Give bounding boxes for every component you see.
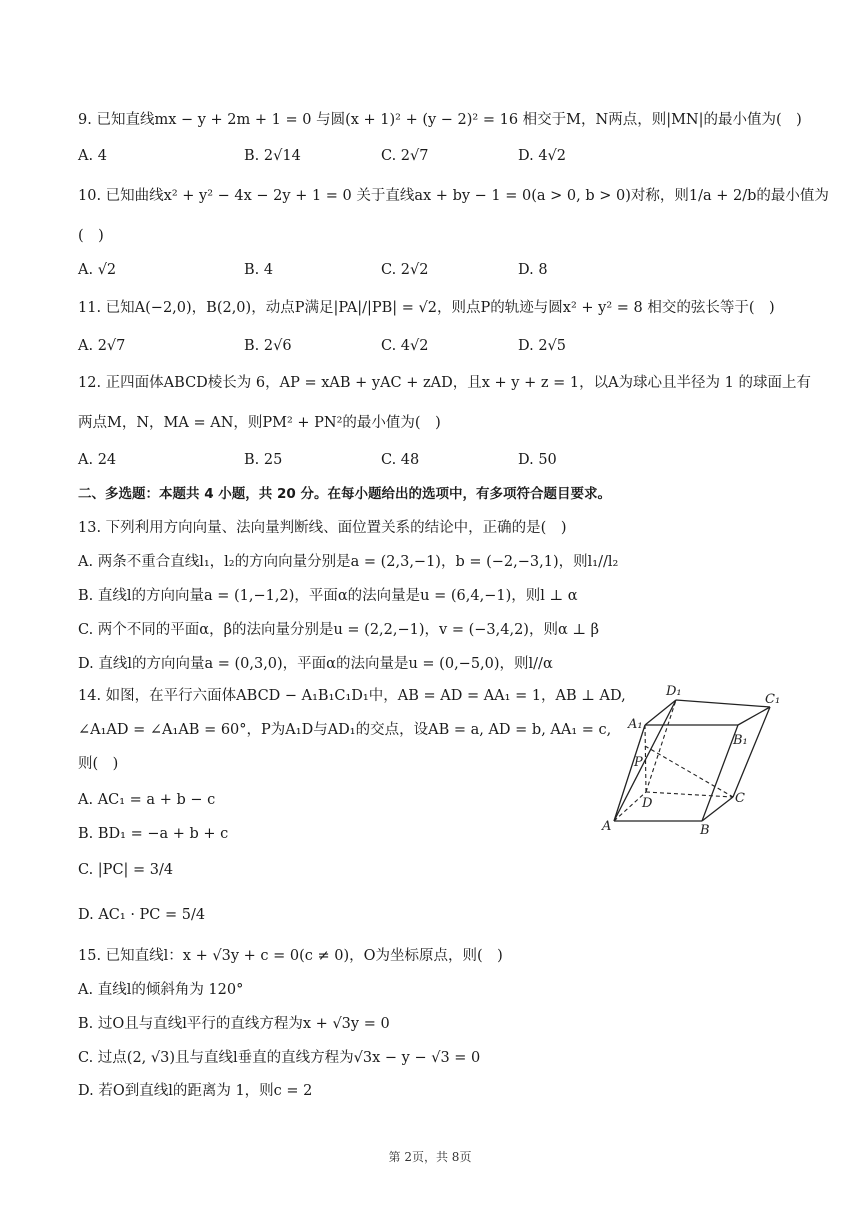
q14-option-c: C. |PC| = 3/4	[78, 862, 174, 878]
q9-option-b: B. 2√14	[244, 148, 301, 164]
figure-label-p: P	[634, 755, 643, 770]
figure-label-d: D	[642, 796, 653, 811]
q10-option-a: A. √2	[78, 262, 117, 278]
q15-stem: 15. 已知直线l：x + √3y + c = 0(c ≠ 0)，O为坐标原点，则( )	[78, 948, 503, 964]
figure-label-b1: B₁	[733, 733, 748, 748]
figure-label-c: C	[735, 791, 745, 806]
q12-option-b: B. 25	[244, 452, 283, 468]
q9-options	[78, 146, 778, 166]
section-heading: 二、多选题：本题共 4 小题，共 20 分。在每小题给出的选项中，有多项符合题目要求。	[78, 486, 611, 502]
q12-options	[78, 450, 778, 470]
q11-stem: 11. 已知A(−2,0)，B(2,0)，动点P满足|PA|/|PB| = √2，则点P的轨迹与圆x² + y² = 8 相交的弦长等于( )	[78, 300, 775, 316]
q9-option-d: D. 4√2	[518, 148, 567, 164]
q13-option-c: C. 两个不同的平面α，β的法向量分别是u = (2,2,−1)，v = (−3,4,2)，则α ⊥ β	[78, 622, 599, 638]
q12-option-a: A. 24	[78, 452, 117, 468]
q14-stem: 14. 如图，在平行六面体ABCD − A₁B₁C₁D₁中，AB = AD = AA₁ = 1，AB ⊥ AD,	[78, 688, 626, 704]
parallelepiped-figure	[598, 680, 798, 840]
q9-option-a: A. 4	[78, 148, 107, 164]
figure-label-d1: D₁	[666, 684, 682, 699]
q10-option-b: B. 4	[244, 262, 274, 278]
q13-stem: 13. 下列利用方向向量、法向量判断线、面位置关系的结论中，正确的是( )	[78, 520, 567, 536]
q9-stem: 9. 已知直线mx − y + 2m + 1 = 0 与圆(x + 1)² + (y − 2)² = 16 相交于M，N两点，则|MN|的最小值为( )	[78, 112, 802, 128]
q11-option-b: B. 2√6	[244, 338, 292, 354]
page-footer: 第 2页，共 8页	[388, 1150, 472, 1164]
q10-option-c: C. 2√2	[381, 262, 429, 278]
q12-option-c: C. 48	[381, 452, 420, 468]
q10-stem: 10. 已知曲线x² + y² − 4x − 2y + 1 = 0 关于直线ax + by − 1 = 0(a > 0, b > 0)对称，则1/a + 2/b的最小值为	[78, 188, 829, 204]
q15-option-d: D. 若O到直线l的距离为 1，则c = 2	[78, 1083, 313, 1099]
q14-stem-cont: ∠A₁AD = ∠A₁AB = 60°，P为A₁D与AD₁的交点，设AB = a, AD = b, AA₁ = c,	[78, 722, 612, 738]
figure-label-c1: C₁	[765, 692, 781, 707]
q11-option-a: A. 2√7	[78, 338, 126, 354]
q10-options	[78, 260, 778, 280]
q12-option-d: D. 50	[518, 452, 557, 468]
q11-options	[78, 336, 778, 356]
q12-stem: 12. 正四面体ABCD棱长为 6，AP = xAB + yAC + zAD，且x + y + z = 1，以A为球心且半径为 1 的球面上有	[78, 375, 811, 391]
figure-label-b: B	[700, 823, 710, 838]
q13-option-d: D. 直线l的方向向量a = (0,3,0)，平面α的法向量是u = (0,−5,0)，则l//α	[78, 656, 553, 672]
q10-stem-cont: ( )	[78, 228, 104, 244]
q15-option-c: C. 过点(2, √3)且与直线l垂直的直线方程为√3x − y − √3 = 0	[78, 1050, 481, 1066]
q10-option-d: D. 8	[518, 262, 548, 278]
q13-option-b: B. 直线l的方向向量a = (1,−1,2)，平面α的法向量是u = (6,4,−1)，则l ⊥ α	[78, 588, 578, 604]
q11-option-c: C. 4√2	[381, 338, 429, 354]
q14-option-d: D. AC₁ · PC = 5/4	[78, 907, 206, 923]
q11-option-d: D. 2√5	[518, 338, 567, 354]
q15-option-a: A. 直线l的倾斜角为 120°	[78, 982, 244, 998]
figure-label-a: A	[602, 819, 612, 834]
figure-label-a1: A₁	[628, 717, 643, 732]
q13-option-a: A. 两条不重合直线l₁，l₂的方向向量分别是a = (2,3,−1)，b = (−2,−3,1)，则l₁//l₂	[78, 554, 619, 570]
q12-stem-cont: 两点M，N，MA = AN，则PM² + PN²的最小值为( )	[78, 415, 441, 431]
q14-option-b: B. BD₁ = −a + b + c	[78, 826, 229, 842]
q9-option-c: C. 2√7	[381, 148, 429, 164]
q15-option-b: B. 过O且与直线l平行的直线方程为x + √3y = 0	[78, 1016, 390, 1032]
q14-option-a: A. AC₁ = a + b − c	[78, 792, 216, 808]
q14-stem-end: 则( )	[78, 756, 119, 772]
